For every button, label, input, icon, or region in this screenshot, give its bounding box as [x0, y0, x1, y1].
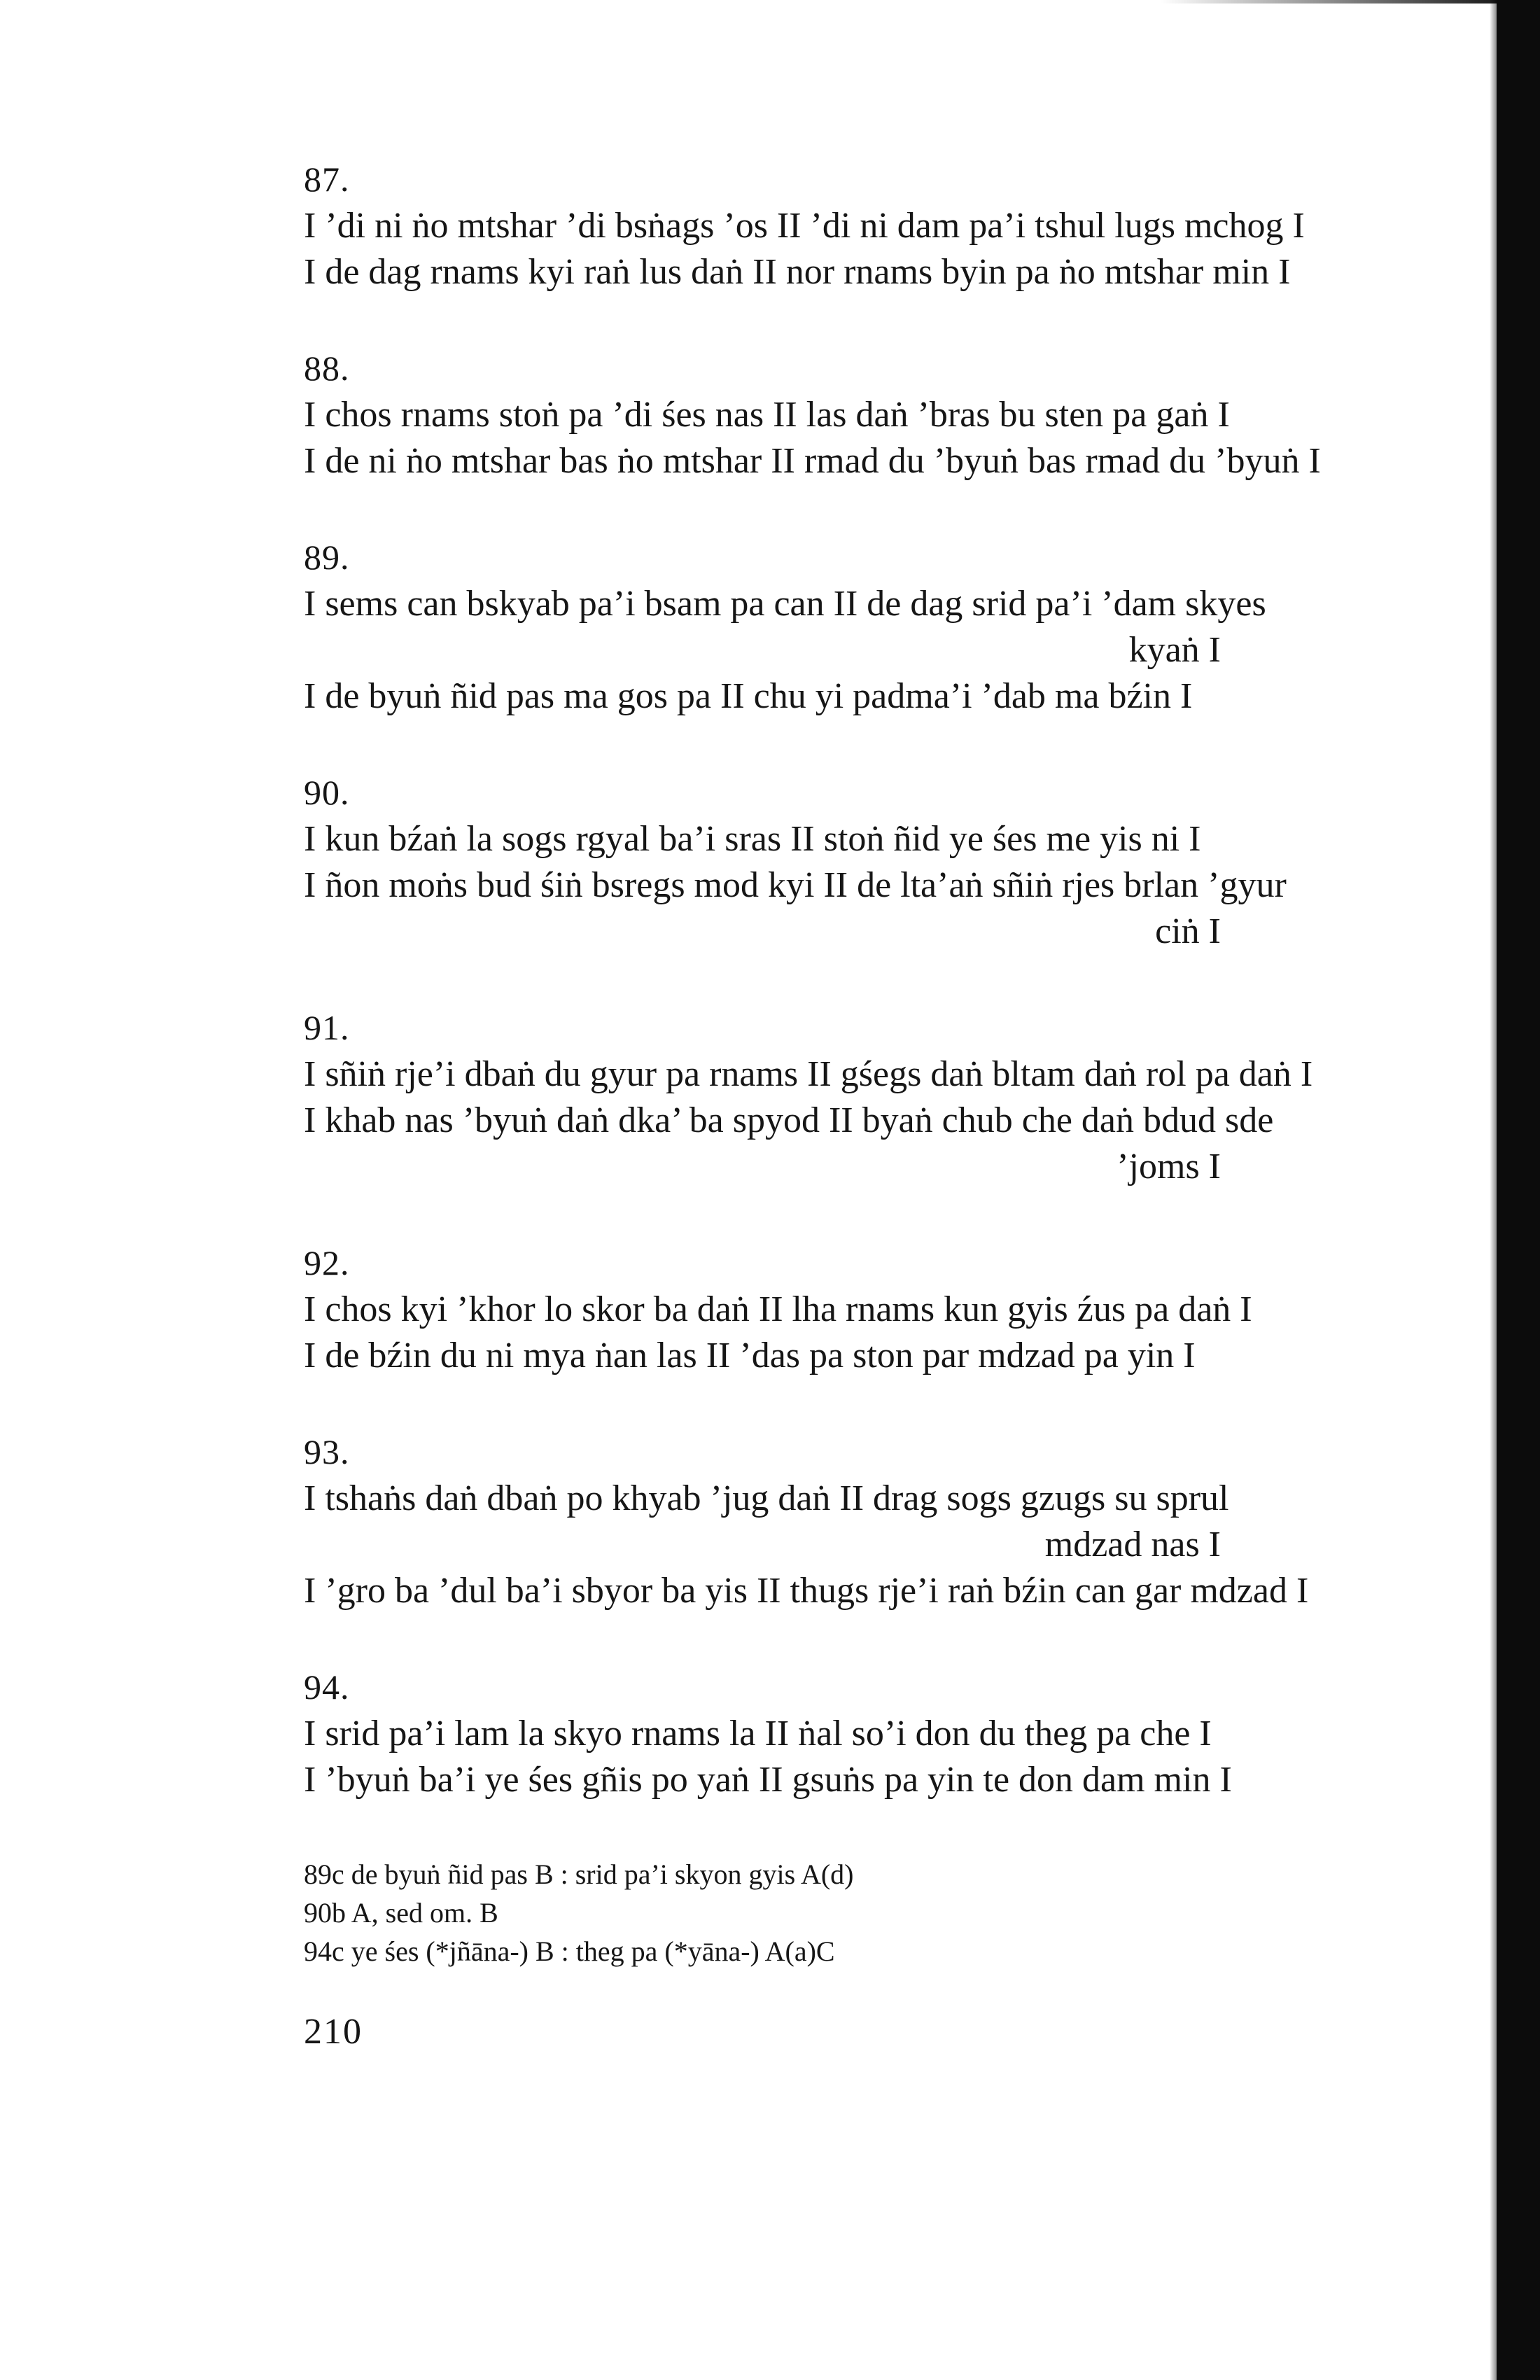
page-number: 210: [304, 2012, 363, 2052]
apparatus-note: 94c ye śes (*jñāna-) B : theg pa (*yāna-) A(a)C: [304, 1935, 835, 1967]
binding-edge-shadow: [1497, 0, 1540, 2380]
verse-89: [304, 533, 1445, 720]
verse-92: [304, 1239, 1445, 1379]
critical-apparatus-notes: [304, 1855, 1424, 1970]
verse-line: I sems can bskyab pa’i bsam pa can II de dag srid pa’i ’dam skyes: [304, 584, 1266, 624]
verse-number: 90.: [304, 773, 350, 812]
verse-line: I de bźin du ni mya ṅan las II ’das pa ston par mdzad pa yin I: [304, 1336, 1196, 1376]
verse-87: [304, 155, 1445, 295]
verse-90: [304, 769, 1445, 955]
verse-number: 88.: [304, 349, 350, 388]
verse-line: I ñon moṅs bud śiṅ bsregs mod kyi II de lta’aṅ sñiṅ rjes brlan ’gyur: [304, 865, 1287, 905]
verse-line: I tshaṅs daṅ dbaṅ po khyab ’jug daṅ II drag sogs gzugs su sprul: [304, 1478, 1229, 1518]
apparatus-note: 89c de byuṅ ñid pas B : srid pa’i skyon gyis A(d): [304, 1858, 854, 1890]
verse-93: [304, 1428, 1445, 1614]
verse-line: I ’gro ba ’dul ba’i sbyor ba yis II thugs rje’i raṅ bźin can gar mdzad I: [304, 1571, 1309, 1611]
verse-line: I de ni ṅo mtshar bas ṅo mtshar II rmad du ’byuṅ bas rmad du ’byuṅ I: [304, 441, 1321, 481]
verse-line: I de byuṅ ñid pas ma gos pa II chu yi padma’i ’dab ma bźin I: [304, 676, 1193, 716]
apparatus-note: 90b A, sed om. B: [304, 1897, 498, 1928]
verse-text-block: [304, 155, 1445, 1852]
verse-number: 87.: [304, 160, 350, 199]
verse-line: I chos rnams stoṅ pa ’di śes nas II las daṅ ’bras bu sten pa gaṅ I: [304, 395, 1230, 435]
verse-line-continuation: ’joms I: [1116, 1147, 1221, 1186]
verse-line: I khab nas ’byuṅ daṅ dka’ ba spyod II byaṅ chub che daṅ bdud sde: [304, 1100, 1274, 1140]
verse-91: [304, 1004, 1445, 1190]
verse-line: I ’di ni ṅo mtshar ’di bsṅags ’os II ’di ni dam pa’i tshul lugs mchog I: [304, 206, 1305, 246]
verse-line: I kun bźaṅ la sogs rgyal ba’i sras II stoṅ ñid ye śes me yis ni I: [304, 819, 1201, 859]
verse-number: 89.: [304, 538, 350, 577]
verse-number: 92.: [304, 1243, 350, 1282]
verse-line: I sñiṅ rje’i dbaṅ du gyur pa rnams II gśegs daṅ bltam daṅ rol pa daṅ I: [304, 1054, 1313, 1094]
verse-line-continuation: mdzad nas I: [1044, 1525, 1221, 1564]
verse-line: I srid pa’i lam la skyo rnams la II ṅal so’i don du theg pa che I: [304, 1714, 1212, 1754]
top-edge-rule: [1161, 0, 1497, 4]
verse-line: I chos kyi ’khor lo skor ba daṅ II lha rnams kun gyis źus pa daṅ I: [304, 1289, 1252, 1329]
verse-number: 94.: [304, 1667, 350, 1707]
verse-line: I de dag rnams kyi raṅ lus daṅ II nor rnams byin pa ṅo mtshar min I: [304, 252, 1291, 292]
verse-94: [304, 1663, 1445, 1803]
verse-line: I ’byuṅ ba’i ye śes gñis po yaṅ II gsuṅs pa yin te don dam min I: [304, 1760, 1232, 1800]
verse-88: [304, 344, 1445, 484]
verse-number: 93.: [304, 1432, 350, 1471]
verse-number: 91.: [304, 1008, 350, 1047]
verse-line-continuation: kyaṅ I: [1128, 630, 1221, 670]
verse-line-continuation: ciṅ I: [1155, 911, 1221, 951]
